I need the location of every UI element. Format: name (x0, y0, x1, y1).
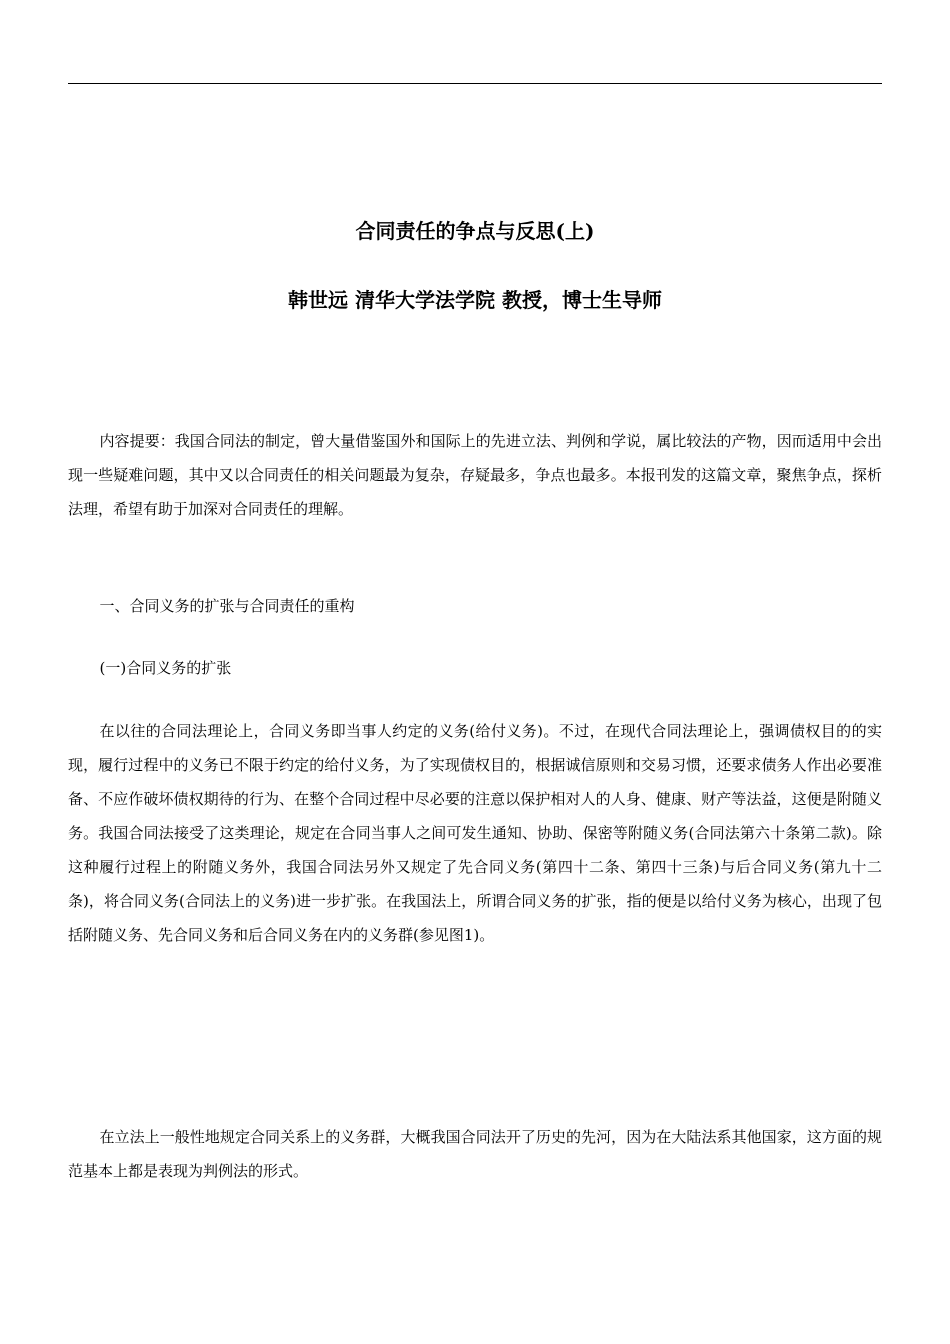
document-title: 合同责任的争点与反思(上) (355, 219, 595, 243)
body-paragraph-1: 在以往的合同法理论上，合同义务即当事人约定的义务(给付义务)。不过，在现代合同法理论上，强调债权目的的实现，履行过程中的义务已不限于约定的给付义务，为了实现债权目的，根据诚信原则和交易习惯，还要求债务人作出必要准备、不应作破坏债权期待的行为、在整个合同过程中尽必要的注意以保护相对人的人身、健康、财产等法益，这便是附随义务。我国合同法接受了这类理论，规定在合同当事人之间可发生通知、协助、保密等附随义务(合同法第六十条第二款)。除这种履行过程上的附随义务外，我国合同法另外又规定了先合同义务(第四十二条、第四十三条)与后合同义务(第九十二条)，将合同义务(合同法上的义务)进一步扩张。在我国法上，所谓合同义务的扩张，指的便是以给付义务为核心，出现了包括附随义务、先合同义务和后合同义务在内的义务群(参见图1)。 (68, 722, 882, 944)
author-line: 韩世远 清华大学法学院 教授，博士生导师 (288, 288, 662, 312)
abstract-paragraph: 内容提要：我国合同法的制定，曾大量借鉴国外和国际上的先进立法、判例和学说，属比较法的产物，因而适用中会出现一些疑难问题，其中又以合同责任的相关问题最为复杂，存疑最多，争点也最多。本报刊发的这篇文章，聚焦争点，探析法理，希望有助于加深对合同责任的理解。 (68, 432, 882, 518)
subsection-heading: (一)合同义务的扩张 (99, 659, 232, 677)
header-rule (68, 83, 882, 84)
section-heading: 一、合同义务的扩张与合同责任的重构 (99, 597, 355, 615)
body-paragraph-2: 在立法上一般性地规定合同关系上的义务群，大概我国合同法开了历史的先河，因为在大陆法系其他国家，这方面的规范基本上都是表现为判例法的形式。 (68, 1128, 882, 1180)
